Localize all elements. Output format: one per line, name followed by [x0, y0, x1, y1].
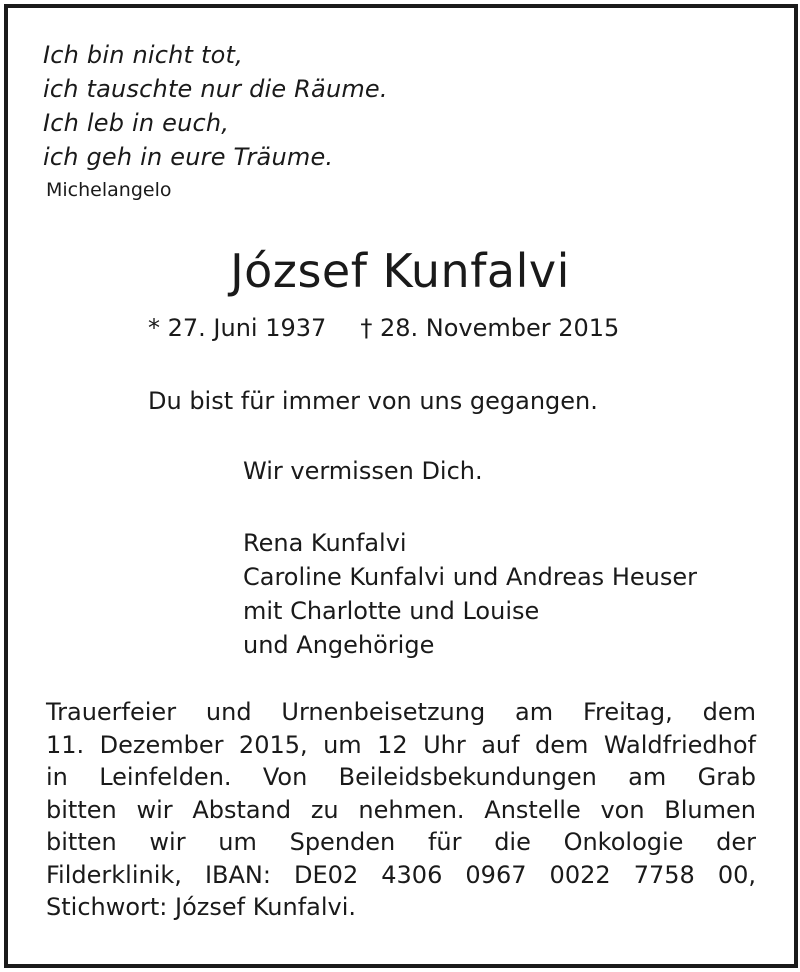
details-line: Filderklinik, IBAN: DE02 4306 0967 0022 7758 00, — [46, 860, 756, 889]
family-member: und Angehörige — [243, 631, 435, 659]
quote-line: Ich bin nicht tot, — [43, 41, 243, 69]
deceased-name: József Kunfalvi — [230, 244, 570, 298]
miss-you-text: Wir vermissen Dich. — [243, 457, 483, 485]
farewell-text: Du bist für immer von uns gegangen. — [148, 387, 598, 415]
funeral-details — [46, 696, 756, 924]
quote-author: Michelangelo — [46, 179, 172, 201]
birth-date: * 27. Juni 1937 — [148, 314, 327, 342]
details-line: Trauerfeier und Urnenbeisetzung am Freitag, dem — [46, 698, 756, 726]
details-line: bitten wir Abstand zu nehmen. Anstelle von Blumen — [46, 795, 756, 824]
details-line: in Leinfelden. Von Beileidsbekundungen am Grab — [46, 763, 756, 791]
details-line: 11. Dezember 2015, um 12 Uhr auf dem Waldfriedhof — [46, 730, 756, 759]
details-line: bitten wir um Spenden für die Onkologie der — [46, 828, 756, 856]
quote-line: Ich leb in euch, — [43, 109, 230, 137]
quote-line: ich geh in eure Träume. — [43, 143, 334, 171]
death-date: † 28. November 2015 — [360, 314, 620, 342]
epitaph-quote — [43, 38, 388, 174]
life-dates — [148, 312, 619, 344]
family-signatures — [243, 526, 697, 662]
family-member: Caroline Kunfalvi und Andreas Heuser — [243, 563, 697, 591]
details-line: Stichwort: József Kunfalvi. — [46, 893, 357, 921]
quote-line: ich tauschte nur die Räume. — [43, 75, 388, 103]
family-member: mit Charlotte und Louise — [243, 597, 540, 625]
family-member: Rena Kunfalvi — [243, 529, 407, 557]
